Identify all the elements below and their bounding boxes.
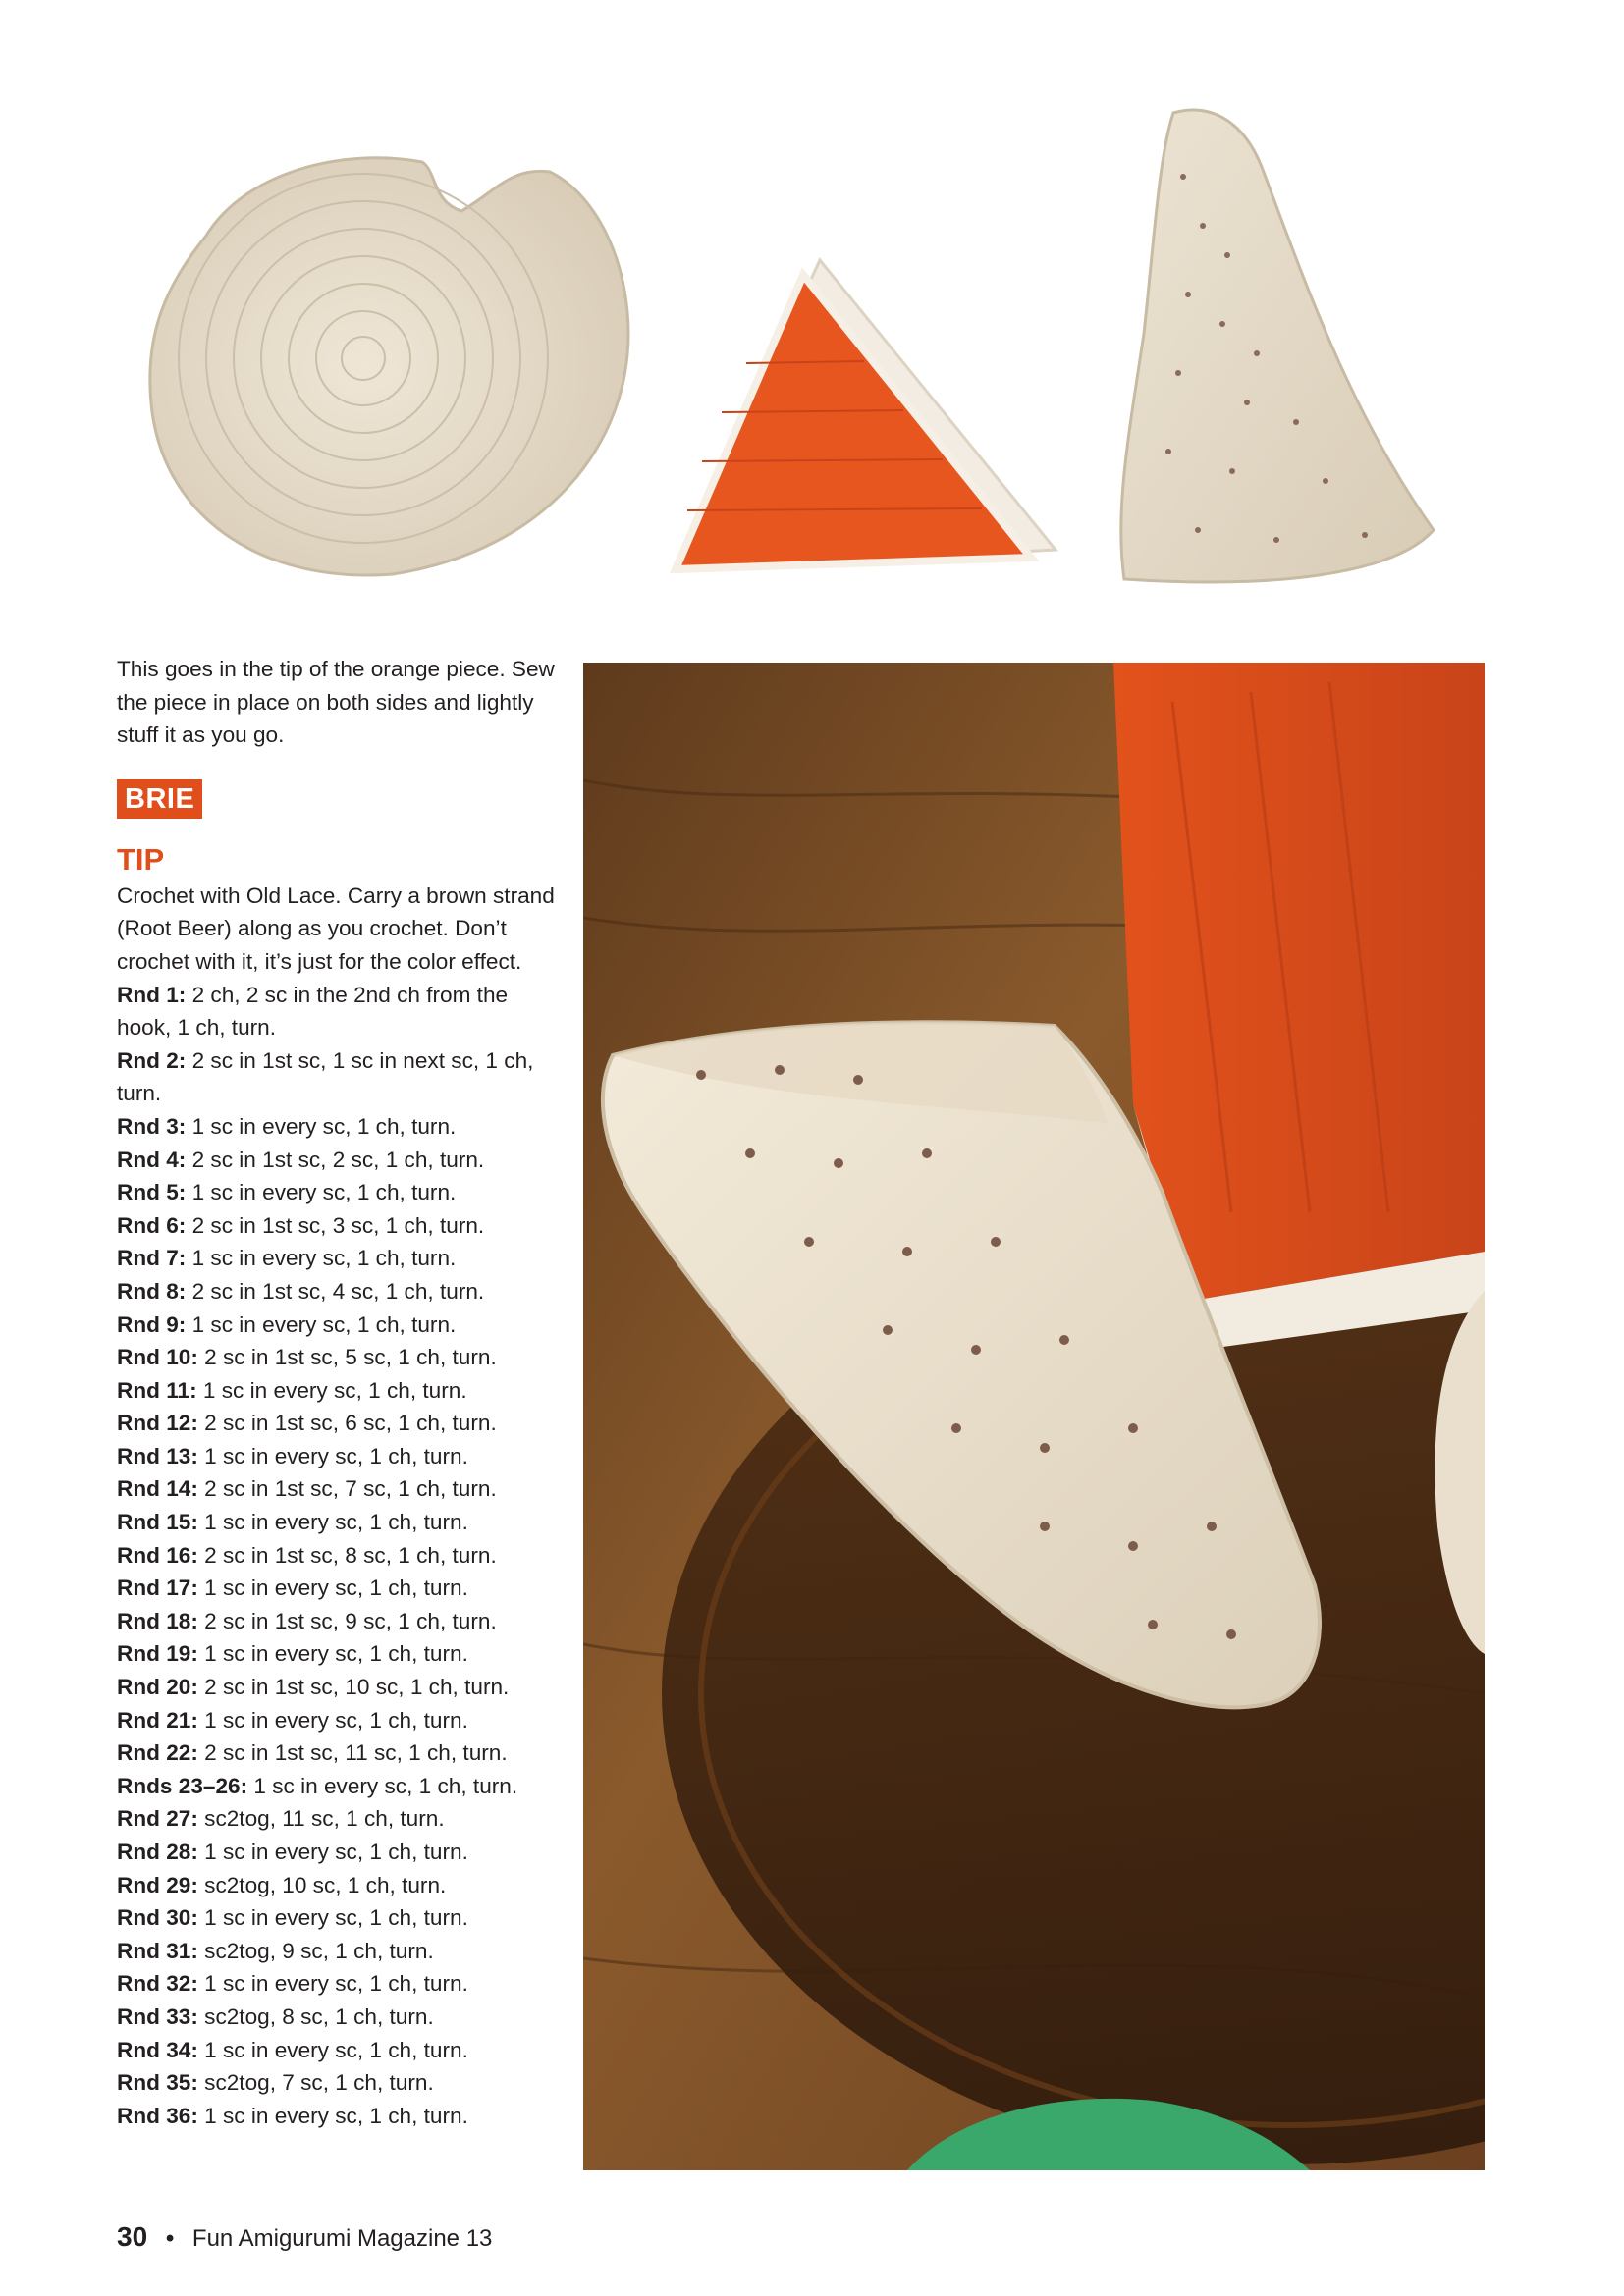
round-label: Rnd 33: — [117, 2003, 198, 2029]
round-label: Rnd 11: — [117, 1377, 197, 1403]
round-line — [117, 1869, 578, 1902]
round-line — [117, 1671, 578, 1704]
round-line — [117, 1407, 578, 1440]
round-line — [117, 1836, 578, 1869]
round-instruction: hook, 1 ch, turn. — [117, 1015, 277, 1041]
round-line — [117, 1176, 578, 1209]
round-line — [117, 1440, 578, 1473]
round-instruction: sc2tog, 11 sc, 1 ch, turn. — [204, 1806, 445, 1832]
round-instruction: 2 sc in 1st sc, 3 sc, 1 ch, turn. — [191, 1212, 485, 1238]
round-label: Rnd 21: — [117, 1707, 198, 1733]
round-line — [117, 1242, 578, 1275]
round-instruction: 2 ch, 2 sc in the 2nd ch from the — [191, 982, 509, 1007]
round-label: Rnd 32: — [117, 1971, 198, 1997]
round-line — [117, 1935, 578, 1968]
round-instruction: 2 sc in 1st sc, 1 sc in next sc, 1 ch, — [191, 1047, 534, 1073]
intro-paragraph: This goes in the tip of the orange piece. Sew the piece in place on both sides and lightly stuff it as you go. — [117, 657, 555, 748]
round-instruction: 1 sc in every sc, 1 ch, turn. — [204, 1971, 468, 1997]
round-label: Rnd 28: — [117, 1840, 198, 1864]
magazine-title: Fun Amigurumi Magazine 13 — [191, 2225, 493, 2252]
round-label: Rnd 2: — [117, 1047, 187, 1073]
round-label: Rnd 36: — [117, 2103, 198, 2128]
round-line — [117, 1605, 578, 1638]
round-instruction: 2 sc in 1st sc, 9 sc, 1 ch, turn. — [204, 1608, 497, 1633]
rounds-list — [117, 979, 578, 2133]
round-label: Rnd 12: — [117, 1411, 198, 1436]
round-line — [117, 1044, 578, 1078]
tip-text: Crochet with Old Lace. Carry a brown strand (Root Beer) along as you crochet. Don’t crochet with it, it’s just for the color effect. — [117, 882, 555, 974]
round-label: Rnd 3: — [117, 1113, 187, 1139]
round-line — [117, 1637, 578, 1671]
round-label: Rnd 31: — [117, 1938, 198, 1963]
brie-wedge-photo — [1121, 110, 1434, 582]
round-label: Rnd 17: — [117, 1575, 198, 1601]
round-label: Rnd 13: — [117, 1443, 198, 1468]
round-instruction: 1 sc in every sc, 1 ch, turn. — [253, 1773, 518, 1798]
round-line — [117, 979, 578, 1012]
round-label: Rnd 20: — [117, 1675, 198, 1700]
round-label: Rnd 22: — [117, 1740, 198, 1766]
round-instruction: 1 sc in every sc, 1 ch, turn. — [202, 1377, 467, 1403]
round-label: Rnd 4: — [117, 1147, 187, 1172]
round-line — [117, 1472, 578, 1506]
main-photo — [583, 663, 1485, 2170]
round-line — [117, 1341, 578, 1374]
round-line — [117, 1539, 578, 1573]
round-instruction: 1 sc in every sc, 1 ch, turn. — [204, 1707, 468, 1733]
round-line — [117, 1704, 578, 1737]
round-label: Rnds 23–26: — [117, 1773, 248, 1798]
section-badge-brie: BRIE — [117, 779, 202, 819]
round-line — [117, 1308, 578, 1342]
round-label: Rnd 5: — [117, 1180, 187, 1205]
round-instruction: 2 sc in 1st sc, 10 sc, 1 ch, turn. — [204, 1675, 510, 1700]
round-line — [117, 1077, 578, 1110]
round-label: Rnd 15: — [117, 1510, 198, 1535]
round-line — [117, 1506, 578, 1539]
round-instruction: sc2tog, 9 sc, 1 ch, turn. — [204, 1938, 434, 1963]
cheese-wheel-photo — [150, 158, 628, 575]
page-number: 30 — [117, 2221, 148, 2252]
round-label: Rnd 1: — [117, 982, 187, 1007]
round-line — [117, 1770, 578, 1803]
round-line — [117, 2034, 578, 2067]
round-instruction: 1 sc in every sc, 1 ch, turn. — [204, 1641, 468, 1667]
round-line — [117, 1572, 578, 1605]
round-line — [117, 1110, 578, 1144]
round-line — [117, 1901, 578, 1935]
round-instruction: 2 sc in 1st sc, 6 sc, 1 ch, turn. — [204, 1411, 497, 1436]
round-line — [117, 1736, 578, 1770]
top-product-photos — [0, 0, 1624, 628]
round-label: Rnd 14: — [117, 1476, 198, 1502]
round-instruction: turn. — [117, 1081, 162, 1106]
round-instruction: 1 sc in every sc, 1 ch, turn. — [204, 1443, 468, 1468]
round-instruction: 2 sc in 1st sc, 2 sc, 1 ch, turn. — [191, 1147, 485, 1172]
page-footer — [117, 2220, 492, 2256]
round-instruction: 1 sc in every sc, 1 ch, turn. — [204, 1575, 468, 1601]
round-line — [117, 1209, 578, 1243]
tip-heading: TIP — [117, 841, 165, 877]
round-label: Rnd 10: — [117, 1345, 198, 1370]
round-instruction: 1 sc in every sc, 1 ch, turn. — [191, 1246, 457, 1271]
round-label: Rnd 27: — [117, 1806, 198, 1832]
round-line — [117, 1275, 578, 1308]
round-label: Rnd 29: — [117, 1872, 198, 1897]
pattern-text-column — [117, 653, 578, 2132]
round-instruction: 2 sc in 1st sc, 7 sc, 1 ch, turn. — [204, 1476, 497, 1502]
round-label: Rnd 9: — [117, 1311, 187, 1337]
round-line — [117, 1802, 578, 1836]
round-instruction: 1 sc in every sc, 1 ch, turn. — [191, 1311, 457, 1337]
round-instruction: 1 sc in every sc, 1 ch, turn. — [204, 1840, 468, 1864]
round-instruction: 1 sc in every sc, 1 ch, turn. — [191, 1113, 457, 1139]
round-label: Rnd 7: — [117, 1246, 187, 1271]
round-label: Rnd 16: — [117, 1542, 198, 1568]
round-label: Rnd 34: — [117, 2037, 198, 2062]
round-instruction: sc2tog, 8 sc, 1 ch, turn. — [204, 2003, 434, 2029]
round-label: Rnd 6: — [117, 1212, 187, 1238]
footer-separator: • — [165, 2225, 175, 2252]
round-label: Rnd 18: — [117, 1608, 198, 1633]
round-instruction: 1 sc in every sc, 1 ch, turn. — [191, 1180, 457, 1205]
round-instruction: sc2tog, 7 sc, 1 ch, turn. — [204, 2070, 434, 2096]
round-line — [117, 2066, 578, 2100]
round-label: Rnd 19: — [117, 1641, 198, 1667]
round-label: Rnd 30: — [117, 1905, 198, 1931]
round-label: Rnd 8: — [117, 1278, 187, 1304]
round-instruction: 2 sc in 1st sc, 5 sc, 1 ch, turn. — [204, 1345, 497, 1370]
round-line — [117, 2100, 578, 2133]
round-label: Rnd 35: — [117, 2070, 198, 2096]
round-instruction: 1 sc in every sc, 1 ch, turn. — [204, 1510, 468, 1535]
orange-cheese-triangle-photo — [676, 260, 1056, 569]
round-line — [117, 1144, 578, 1177]
round-instruction: sc2tog, 10 sc, 1 ch, turn. — [204, 1872, 447, 1897]
round-instruction: 1 sc in every sc, 1 ch, turn. — [204, 2103, 468, 2128]
round-instruction: 1 sc in every sc, 1 ch, turn. — [204, 1905, 468, 1931]
round-instruction: 2 sc in 1st sc, 11 sc, 1 ch, turn. — [204, 1740, 508, 1766]
round-instruction: 2 sc in 1st sc, 4 sc, 1 ch, turn. — [191, 1278, 485, 1304]
round-instruction: 1 sc in every sc, 1 ch, turn. — [204, 2037, 468, 2062]
round-instruction: 2 sc in 1st sc, 8 sc, 1 ch, turn. — [204, 1542, 497, 1568]
round-line — [117, 2001, 578, 2034]
round-line — [117, 1374, 578, 1408]
round-line — [117, 1967, 578, 2001]
round-line — [117, 1011, 578, 1044]
